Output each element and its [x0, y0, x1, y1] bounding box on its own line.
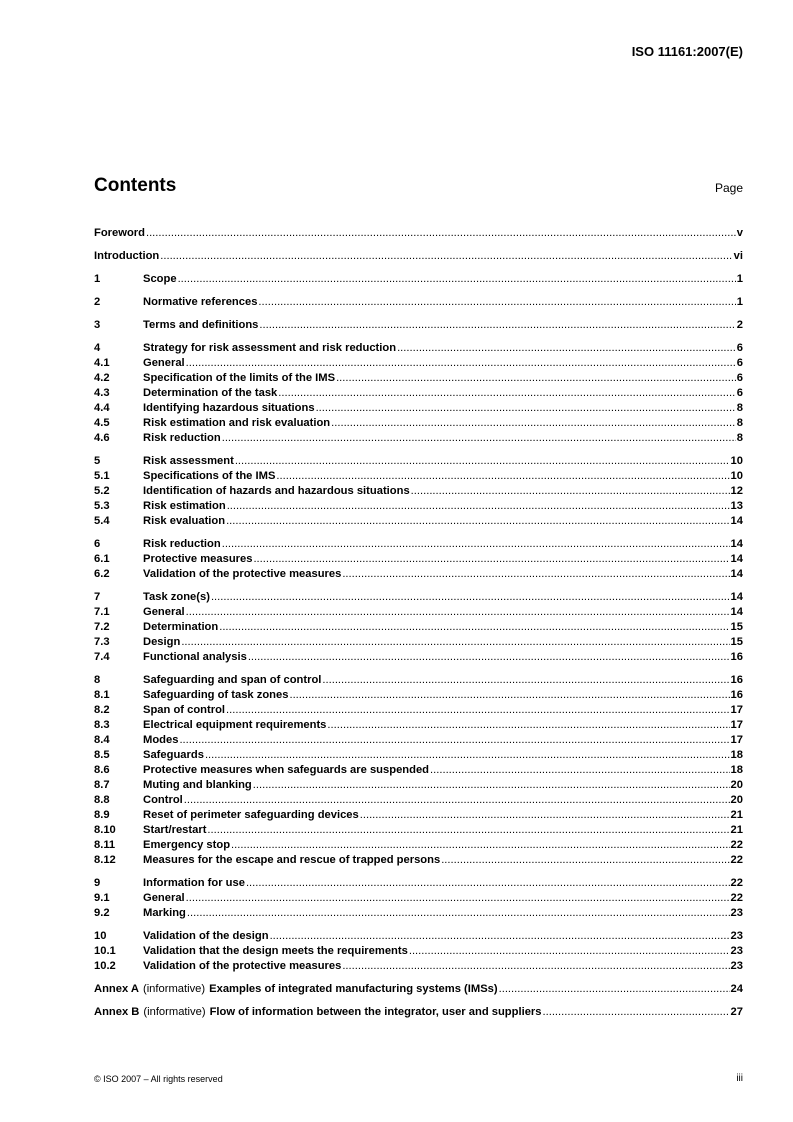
- annex-type: (informative): [142, 983, 206, 995]
- toc-entry-page: 27: [730, 1006, 743, 1018]
- toc-entry-page: 14: [730, 606, 743, 618]
- toc-entry-title: Task zone(s): [143, 591, 210, 603]
- toc-entry[interactable]: [94, 650, 743, 665]
- toc-entry-number: 10: [94, 930, 107, 942]
- toc-entry-page: 16: [730, 689, 743, 701]
- toc-group: [94, 1005, 743, 1020]
- toc-group: [94, 929, 743, 974]
- toc-entry-title: Flow of information between the integrator, user and suppliers: [209, 1006, 542, 1018]
- toc-entry[interactable]: [94, 703, 743, 718]
- toc-entry-title: Determination of the task: [143, 387, 278, 399]
- toc-entry-page: vi: [733, 250, 743, 262]
- toc-entry-page: 22: [730, 839, 743, 851]
- dot-leader: [276, 469, 729, 484]
- toc-entry[interactable]: [94, 272, 743, 287]
- toc-entry-number: 7.1: [94, 606, 110, 618]
- dot-leader: [186, 605, 730, 620]
- toc-entry[interactable]: [94, 929, 743, 944]
- toc-entry[interactable]: [94, 620, 743, 635]
- dot-leader: [184, 793, 730, 808]
- toc-entry-number: 7.4: [94, 651, 110, 663]
- page-column-label: Page: [714, 181, 743, 195]
- document-id: ISO 11161:2007(E): [631, 44, 743, 59]
- toc-entry-title: Protective measures when safeguards are suspended: [143, 764, 430, 776]
- toc-entry-title: Reset of perimeter safeguarding devices: [143, 809, 359, 821]
- toc-entry[interactable]: [94, 537, 743, 552]
- dot-leader: [327, 718, 729, 733]
- toc-entry[interactable]: [94, 590, 743, 605]
- dot-leader: [211, 590, 730, 605]
- toc-entry-title: Validation of the design: [143, 930, 269, 942]
- toc-entry[interactable]: [94, 226, 743, 241]
- dot-leader: [226, 514, 729, 529]
- toc-entry-number: 5.4: [94, 515, 110, 527]
- toc-entry-title: Safeguarding and span of control: [143, 674, 322, 686]
- toc-entry-number: 8.7: [94, 779, 110, 791]
- toc-entry-page: 23: [730, 945, 743, 957]
- toc-group: [94, 272, 743, 287]
- toc-entry-page: 17: [730, 704, 743, 716]
- toc-entry-number: 8.6: [94, 764, 110, 776]
- toc-entry-page: 14: [730, 591, 743, 603]
- dot-leader: [179, 733, 729, 748]
- toc-entry-page: 10: [730, 470, 743, 482]
- toc-entry-page: 17: [730, 719, 743, 731]
- toc-entry[interactable]: [94, 454, 743, 469]
- dot-leader: [187, 906, 730, 921]
- toc-entry-number: 8.12: [94, 854, 116, 866]
- dot-leader: [342, 567, 729, 582]
- toc-entry-number: 8.11: [94, 839, 116, 851]
- toc-entry[interactable]: [94, 763, 743, 778]
- toc-entry-number: 4.4: [94, 402, 110, 414]
- toc-entry-title: General: [143, 606, 185, 618]
- toc-entry[interactable]: [94, 808, 743, 823]
- toc-entry-title: Control: [143, 794, 183, 806]
- toc-entry-title: Measures for the escape and rescue of trapped persons: [143, 854, 441, 866]
- toc-entry-page: 22: [730, 892, 743, 904]
- toc-entry-page: 8: [736, 402, 743, 414]
- toc-entry-number: 4.1: [94, 357, 110, 369]
- toc-entry-page: 22: [730, 854, 743, 866]
- toc-entry-number: 4.3: [94, 387, 110, 399]
- toc-entry-title: Validation that the design meets the requirements: [143, 945, 408, 957]
- toc-entry-title: Terms and definitions: [143, 319, 259, 331]
- toc-entry[interactable]: [94, 499, 743, 514]
- toc-group: [94, 876, 743, 921]
- toc-entry[interactable]: [94, 484, 743, 499]
- toc-entry-title: Protective measures: [143, 553, 253, 565]
- dot-leader: [543, 1005, 730, 1020]
- toc-entry[interactable]: [94, 838, 743, 853]
- toc-entry[interactable]: [94, 605, 743, 620]
- toc-entry-page: 13: [730, 500, 743, 512]
- toc-group: [94, 982, 743, 997]
- toc-entry-page: 10: [730, 455, 743, 467]
- toc-entry[interactable]: [94, 341, 743, 356]
- toc-group: [94, 249, 743, 264]
- toc-entry[interactable]: [94, 469, 743, 484]
- dot-leader: [270, 929, 730, 944]
- toc-entry-page: 20: [730, 794, 743, 806]
- toc-entry-number: 5: [94, 455, 101, 467]
- toc-entry[interactable]: [94, 249, 743, 264]
- toc-entry[interactable]: [94, 688, 743, 703]
- toc-entry-page: 14: [730, 568, 743, 580]
- toc-entry[interactable]: [94, 959, 743, 974]
- dot-leader: [289, 688, 729, 703]
- dot-leader: [178, 272, 736, 287]
- toc-entry-page: 24: [730, 983, 743, 995]
- toc-entry[interactable]: [94, 1005, 743, 1020]
- dot-leader: [259, 318, 735, 333]
- toc-entry-page: 14: [730, 553, 743, 565]
- toc-entry-page: 23: [730, 930, 743, 942]
- dot-leader: [246, 876, 730, 891]
- dot-leader: [253, 778, 730, 793]
- dot-leader: [360, 808, 730, 823]
- dot-leader: [316, 401, 736, 416]
- dot-leader: [411, 484, 730, 499]
- toc-entry-number: 6.2: [94, 568, 110, 580]
- toc-entry-page: 21: [730, 809, 743, 821]
- dot-leader: [253, 552, 729, 567]
- toc-entry-title: Span of control: [143, 704, 226, 716]
- toc-entry-number: 8.3: [94, 719, 110, 731]
- dot-leader: [186, 356, 736, 371]
- toc-entry-page: 12: [730, 485, 743, 497]
- toc-entry-page: 2: [736, 319, 743, 331]
- toc-entry-title: Electrical equipment requirements: [143, 719, 327, 731]
- dot-leader: [331, 416, 736, 431]
- toc-entry-title: General: [143, 357, 185, 369]
- contents-heading: Contents: [94, 175, 177, 196]
- toc-entry-title: Risk estimation and risk evaluation: [143, 417, 331, 429]
- toc-entry-page: 8: [736, 417, 743, 429]
- toc-entry-title: Functional analysis: [143, 651, 247, 663]
- toc-entry-title: General: [143, 892, 185, 904]
- toc-entry-page: 14: [730, 515, 743, 527]
- toc-entry-number: 8.9: [94, 809, 110, 821]
- toc-entry[interactable]: [94, 318, 743, 333]
- toc-entry[interactable]: [94, 718, 743, 733]
- toc-group: [94, 226, 743, 241]
- dot-leader: [278, 386, 735, 401]
- dot-leader: [207, 823, 729, 838]
- dot-leader: [336, 371, 736, 386]
- dot-leader: [342, 959, 729, 974]
- toc-entry-page: 16: [730, 651, 743, 663]
- toc-entry-title: Safeguards: [143, 749, 204, 761]
- toc-entry-page: 16: [730, 674, 743, 686]
- toc-entry-page: 18: [730, 749, 743, 761]
- toc-entry-number: 10.2: [94, 960, 116, 972]
- footer-copyright: © ISO 2007 – All rights reserved: [94, 1074, 223, 1084]
- toc-entry-number: 1: [94, 273, 101, 285]
- toc-entry-title: Validation of the protective measures: [143, 568, 342, 580]
- toc-entry[interactable]: [94, 552, 743, 567]
- toc-entry-number: 5.3: [94, 500, 110, 512]
- toc-group: [94, 454, 743, 529]
- toc-entry-title: Specification of the limits of the IMS: [143, 372, 336, 384]
- dot-leader: [222, 431, 736, 446]
- toc-entry-title: Emergency stop: [143, 839, 231, 851]
- toc-entry-title: Validation of the protective measures: [143, 960, 342, 972]
- toc-entry-number: 8.8: [94, 794, 110, 806]
- toc-entry-title: Strategy for risk assessment and risk reduction: [143, 342, 397, 354]
- toc-entry-page: 15: [730, 621, 743, 633]
- toc-group: [94, 673, 743, 868]
- toc-entry-page: 8: [736, 432, 743, 444]
- toc-entry-title: Marking: [143, 907, 186, 919]
- toc-entry-title: Muting and blanking: [143, 779, 252, 791]
- toc-entry[interactable]: [94, 386, 743, 401]
- toc-entry-page: 1: [736, 273, 743, 285]
- toc-entry-number: 5.1: [94, 470, 110, 482]
- toc-entry[interactable]: [94, 733, 743, 748]
- toc-entry[interactable]: [94, 673, 743, 688]
- toc-group: [94, 295, 743, 310]
- toc-entry-page: 23: [730, 960, 743, 972]
- toc-group: [94, 537, 743, 582]
- toc-group: [94, 341, 743, 446]
- toc-entry-number: 2: [94, 296, 101, 308]
- table-of-contents: [94, 226, 743, 1028]
- toc-entry-title: Risk estimation: [143, 500, 226, 512]
- toc-entry-number: 5.2: [94, 485, 110, 497]
- toc-entry-number: 4.2: [94, 372, 110, 384]
- dot-leader: [231, 838, 730, 853]
- toc-entry-number: 3: [94, 319, 101, 331]
- toc-entry-number: 8.4: [94, 734, 110, 746]
- toc-entry-page: 6: [736, 387, 743, 399]
- toc-entry-title: Safeguarding of task zones: [143, 689, 289, 701]
- toc-entry-number: 8.10: [94, 824, 116, 836]
- toc-entry-page: 15: [730, 636, 743, 648]
- dot-leader: [322, 673, 729, 688]
- footer-page-number: iii: [736, 1073, 743, 1084]
- dot-leader: [219, 620, 729, 635]
- toc-entry[interactable]: [94, 514, 743, 529]
- dot-leader: [248, 650, 730, 665]
- toc-entry-title: Specifications of the IMS: [143, 470, 276, 482]
- toc-entry-number: 4.5: [94, 417, 110, 429]
- toc-entry-number: 10.1: [94, 945, 116, 957]
- toc-entry[interactable]: [94, 944, 743, 959]
- toc-entry-number: 8.5: [94, 749, 110, 761]
- dot-leader: [160, 249, 732, 264]
- toc-entry-title: Foreword: [94, 227, 145, 239]
- dot-leader: [235, 454, 730, 469]
- toc-entry-title: Information for use: [143, 877, 245, 889]
- dot-leader: [186, 891, 730, 906]
- toc-entry[interactable]: [94, 635, 743, 650]
- toc-entry[interactable]: [94, 416, 743, 431]
- toc-entry-page: 22: [730, 877, 743, 889]
- toc-entry-title: Scope: [143, 273, 177, 285]
- toc-entry[interactable]: [94, 295, 743, 310]
- toc-entry-number: 9: [94, 877, 101, 889]
- toc-entry-number: 7.2: [94, 621, 110, 633]
- toc-entry[interactable]: [94, 778, 743, 793]
- toc-entry-title: Risk assessment: [143, 455, 234, 467]
- toc-entry[interactable]: [94, 823, 743, 838]
- dot-leader: [146, 226, 736, 241]
- toc-group: [94, 318, 743, 333]
- toc-entry-title: Start/restart: [143, 824, 207, 836]
- toc-entry-title: Risk reduction: [143, 538, 221, 550]
- toc-entry-title: Introduction: [94, 250, 160, 262]
- toc-group: [94, 590, 743, 665]
- dot-leader: [499, 982, 730, 997]
- toc-entry-title: Determination: [143, 621, 219, 633]
- toc-entry[interactable]: [94, 567, 743, 582]
- toc-entry-number: 9.2: [94, 907, 110, 919]
- toc-entry-number: 6.1: [94, 553, 110, 565]
- toc-entry-page: 1: [736, 296, 743, 308]
- dot-leader: [227, 499, 730, 514]
- dot-leader: [226, 703, 730, 718]
- toc-entry-title: Modes: [143, 734, 179, 746]
- toc-entry-number: 4: [94, 342, 101, 354]
- toc-entry[interactable]: [94, 401, 743, 416]
- toc-entry-page: 23: [730, 907, 743, 919]
- dot-leader: [222, 537, 730, 552]
- annex-label: Annex A: [94, 983, 139, 995]
- toc-entry-title: Examples of integrated manufacturing systems (IMSs): [209, 983, 498, 995]
- dot-leader: [205, 748, 730, 763]
- toc-entry[interactable]: [94, 371, 743, 386]
- toc-entry-number: 8.1: [94, 689, 110, 701]
- toc-entry[interactable]: [94, 982, 743, 997]
- toc-entry[interactable]: [94, 906, 743, 921]
- toc-entry-page: 14: [730, 538, 743, 550]
- toc-entry-title: Identifying hazardous situations: [143, 402, 315, 414]
- toc-entry[interactable]: [94, 891, 743, 906]
- toc-entry-title: Risk reduction: [143, 432, 221, 444]
- toc-entry[interactable]: [94, 853, 743, 868]
- toc-entry-page: 20: [730, 779, 743, 791]
- toc-entry-number: 7.3: [94, 636, 110, 648]
- toc-entry-title: Normative references: [143, 296, 258, 308]
- toc-entry-title: Identification of hazards and hazardous situations: [143, 485, 410, 497]
- toc-entry[interactable]: [94, 748, 743, 763]
- toc-entry-number: 9.1: [94, 892, 110, 904]
- toc-entry-number: 8.2: [94, 704, 110, 716]
- toc-entry-page: 21: [730, 824, 743, 836]
- toc-entry[interactable]: [94, 876, 743, 891]
- dot-leader: [441, 853, 729, 868]
- toc-entry-page: 6: [736, 357, 743, 369]
- toc-entry-number: 7: [94, 591, 101, 603]
- dot-leader: [181, 635, 729, 650]
- toc-entry-page: 17: [730, 734, 743, 746]
- dot-leader: [430, 763, 730, 778]
- toc-entry[interactable]: [94, 431, 743, 446]
- toc-entry-page: v: [736, 227, 743, 239]
- toc-entry[interactable]: [94, 356, 743, 371]
- toc-entry-page: 18: [730, 764, 743, 776]
- dot-leader: [397, 341, 736, 356]
- toc-entry-page: 6: [736, 342, 743, 354]
- toc-entry-number: 4.6: [94, 432, 110, 444]
- dot-leader: [258, 295, 735, 310]
- annex-label: Annex B: [94, 1006, 140, 1018]
- dot-leader: [409, 944, 730, 959]
- toc-entry-number: 6: [94, 538, 101, 550]
- toc-entry-title: Design: [143, 636, 181, 648]
- toc-entry-page: 6: [736, 372, 743, 384]
- annex-type: (informative): [143, 1006, 206, 1018]
- toc-entry-title: Risk evaluation: [143, 515, 226, 527]
- toc-entry-number: 8: [94, 674, 101, 686]
- toc-entry[interactable]: [94, 793, 743, 808]
